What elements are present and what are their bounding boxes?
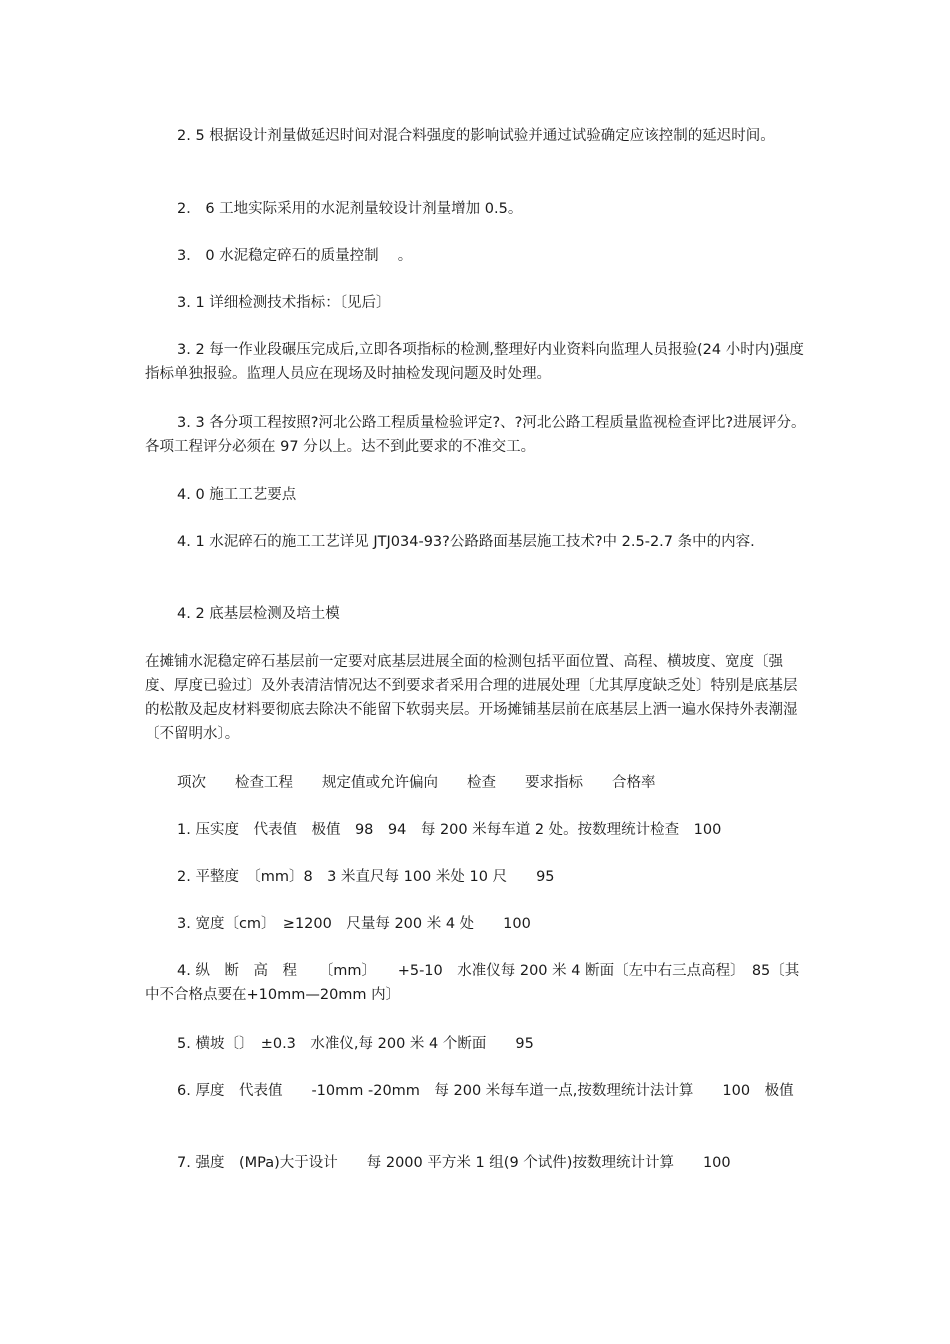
table-row-flatness: 2. 平整度 〔mm〕8 3 米直尺每 100 米处 10 尺 95 [177, 869, 555, 885]
table-row-elevation: 4. 纵 断 高 程 〔mm〕 +5-10 水准仪每 200 米 4 断面〔左中右三点高程〕 85〔其中不合格点要在+10mm—20mm 内〕 [145, 963, 800, 1003]
paragraph-3-3: 3. 3 各分项工程按照?河北公路工程质量检验评定?、?河北公路工程质量监视检查评比?进展评分。各项工程评分必须在 97 分以上。达不到此要求的不准交工。 [145, 415, 806, 455]
paragraph-2-6: 2． 6 工地实际采用的水泥剂量较设计剂量增加 0.5。 [177, 201, 523, 217]
heading-3-0: 3． 0 水泥稳定碎石的质量控制 。 [177, 248, 413, 264]
heading-4-0: 4. 0 施工工艺要点 [177, 487, 297, 503]
paragraph-3-2: 3. 2 每一作业段碾压完成后,立即各项指标的检测,整理好内业资料向监理人员报验(24 小时内)强度指标单独报验。监理人员应在现场及时抽检发现问题及时处理。 [145, 342, 804, 382]
table-row-width: 3. 宽度〔cm〕 ≥1200 尺量每 200 米 4 处 100 [177, 916, 531, 932]
paragraph-2-5: 2. 5 根据设计剂量做延迟时间对混合料强度的影响试验并通过试验确定应该控制的延迟时间。 [177, 128, 775, 144]
table-header-row: 项次 检查工程 规定值或允许偏向 检查 要求指标 合格率 [177, 775, 656, 791]
table-row-strength: 7. 强度 (MPa)大于设计 每 2000 平方米 1 组(9 个试件)按数理统计计算 100 [177, 1155, 731, 1171]
paragraph-4-1: 4. 1 水泥碎石的施工工艺详见 JTJ034-93?公路路面基层施工技术?中 2.5-2.7 条中的内容. [177, 534, 755, 550]
heading-4-2: 4. 2 底基层检测及培土模 [177, 606, 340, 622]
table-row-thickness: 6. 厚度 代表值 -10mm -20mm 每 200 米每车道一点,按数理统计法计算 100 极值 [177, 1083, 794, 1099]
paragraph-base-inspection: 在摊铺水泥稳定碎石基层前一定要对底基层进展全面的检测包括平面位置、高程、横坡度、宽度〔强度、厚度已验过〕及外表清洁情况达不到要求者采用合理的进展处理〔尤其厚度缺乏处〕特别是底基层的松散及起皮材料要彻底去除决不能留下软弱夹层。开场摊铺基层前在底基层上洒一遍水保持外表潮湿〔不留明水〕。 [145, 654, 798, 742]
table-row-compaction: 1. 压实度 代表值 极值 98 94 每 200 米每车道 2 处。按数理统计检查 100 [177, 822, 722, 838]
paragraph-3-1: 3. 1 详细检测技术指标：〔见后〕 [177, 295, 391, 311]
table-row-cross-slope: 5. 横坡〔〕 ±0.3 水准仪,每 200 米 4 个断面 95 [177, 1036, 534, 1052]
